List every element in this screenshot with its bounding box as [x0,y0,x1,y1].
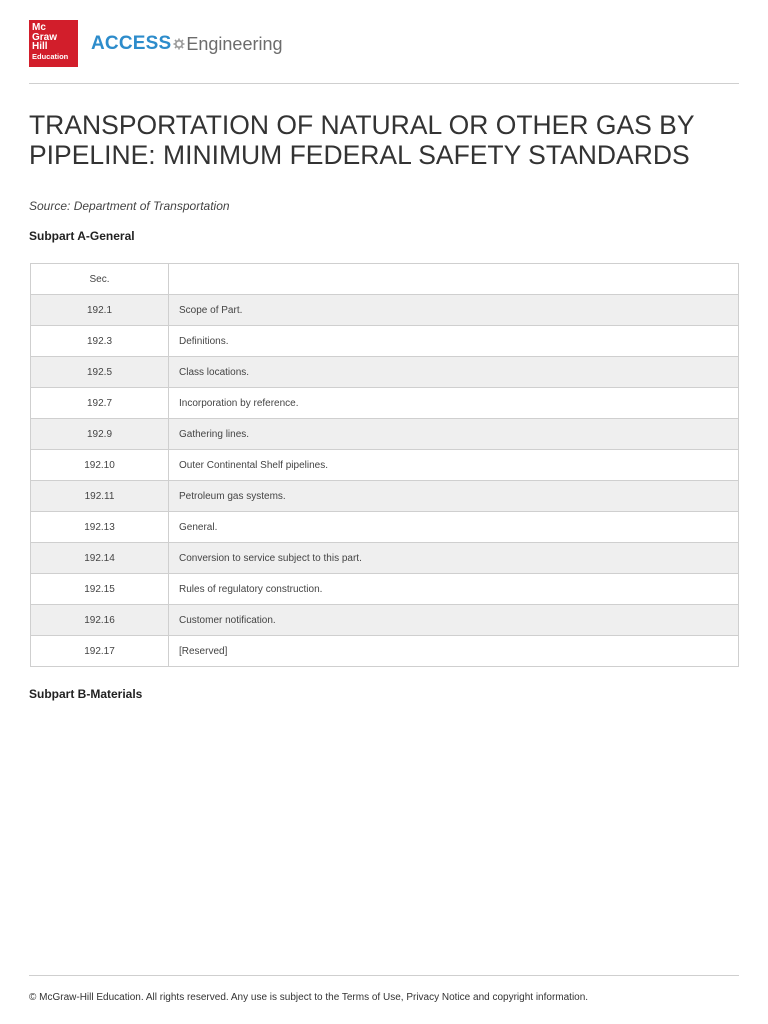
section-title-cell: [Reserved] [169,636,739,667]
section-title-cell: Rules of regulatory construction. [169,574,739,605]
section-number-cell: 192.1 [31,295,169,326]
table-row [31,543,739,574]
section-title-cell: Petroleum gas systems. [169,481,739,512]
logo-line: Education [32,51,69,61]
table-row [31,326,739,357]
section-number-cell: 192.9 [31,419,169,450]
section-number-cell: 192.16 [31,605,169,636]
section-number-cell: 192.10 [31,450,169,481]
section-number-cell: 192.14 [31,543,169,574]
logo-line: Hill [32,41,48,52]
logo-line: Mc [32,22,46,33]
brand-engineering-text: Engineering [186,33,283,54]
mcgraw-hill-logo [29,20,78,67]
subpart-b-heading: Subpart B-Materials [29,687,143,701]
table-header-row [31,264,739,295]
header-divider [29,83,739,84]
table-row [31,512,739,543]
subpart-a-heading: Subpart A-General [29,229,135,243]
section-number-cell: 192.3 [31,326,169,357]
section-number-cell: 192.13 [31,512,169,543]
section-number-cell: 192.5 [31,357,169,388]
footer-copyright: © McGraw-Hill Education. All rights reserved. Any use is subject to the Terms of Use, Privacy Notice and copyright information. [29,992,589,1003]
section-title-cell: General. [169,512,739,543]
table-row [31,419,739,450]
table-row [31,388,739,419]
table-row [31,295,739,326]
section-title-cell: Outer Continental Shelf pipelines. [169,450,739,481]
sections-table [30,263,739,667]
section-title-cell: Gathering lines. [169,419,739,450]
table-row [31,574,739,605]
table-row [31,357,739,388]
table-row [31,636,739,667]
source-line: Source: Department of Transportation [29,199,230,213]
section-title-cell: Customer notification. [169,605,739,636]
table-row [31,605,739,636]
table-row [31,481,739,512]
section-number-cell: 192.17 [31,636,169,667]
section-title-cell: Scope of Part. [169,295,739,326]
table-row [31,450,739,481]
title-header-cell [169,264,739,295]
logo-line: Graw [32,31,58,43]
section-title-cell: Incorporation by reference. [169,388,739,419]
section-number-cell: 192.11 [31,481,169,512]
access-engineering-logo [91,31,282,57]
footer-divider [29,975,739,976]
document-title: TRANSPORTATION OF NATURAL OR OTHER GAS BY PIPELINE: MINIMUM FEDERAL SAFETY STANDARDS [29,110,695,170]
section-title-cell: Conversion to service subject to this part. [169,543,739,574]
section-number-cell: 192.7 [31,388,169,419]
section-title-cell: Definitions. [169,326,739,357]
section-title-cell: Class locations. [169,357,739,388]
brand-access-text: ACCESS [91,33,172,54]
section-number-cell: 192.15 [31,574,169,605]
sec-header-cell: Sec. [31,264,169,295]
gear-icon [173,38,185,50]
